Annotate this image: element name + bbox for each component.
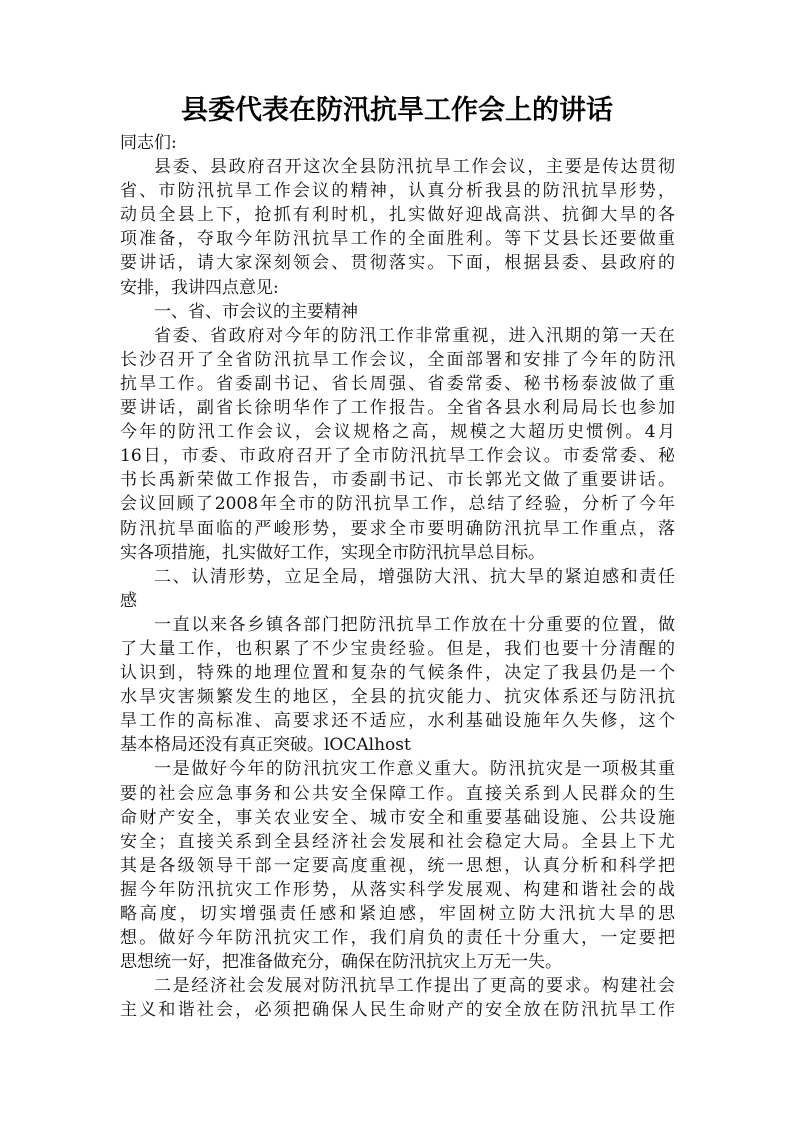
body-text-line: 防汛抗旱面临的严峻形势，要求全市要明确防汛抗旱工作重点，落: [120, 518, 675, 539]
body-text-line: 略高度，切实增强责任感和紧迫感，牢固树立防大汛抗大旱的思: [120, 904, 675, 924]
body-text-line: 基本格局还没有真正突破。lOCAlhost: [120, 735, 411, 756]
body-text-line: 主义和谐社会，必须把确保人民生命财产的安全放在防汛抗旱工作: [120, 1000, 675, 1021]
body-text-line: 长沙召开了全省防汛抗旱工作会议，全面部署和安排了今年的防汛: [120, 349, 675, 370]
body-text-line: 一、省、市会议的主要精神: [154, 301, 358, 322]
body-text-line: 安全；直接关系到全县经济社会发展和社会稳定大局。全县上下尤: [120, 831, 675, 852]
body-text-line: 一直以来各乡镇各部门把防汛抗旱工作放在十分重要的位置，做: [154, 614, 675, 635]
body-text-line: 想。做好今年防汛抗灾工作，我们肩负的责任十分重大，一定要把: [120, 928, 675, 949]
body-text-line: 二是经济社会发展对防汛抗旱工作提出了更高的要求。构建社会: [154, 976, 675, 997]
body-text-line: 握今年防汛抗灾工作形势，从落实科学发展观、构建和谐社会的战: [120, 879, 675, 900]
body-text-line: 今年的防汛工作会议，会议规格之高，规模之大超历史惯例。4月: [120, 422, 675, 443]
body-text-line: 16日，市委、市政府召开了全市防汛抗旱工作会议。市委常委、秘: [120, 446, 675, 467]
body-text-line: 思想统一好，把准备做充分，确保在防汛抗灾上万无一失。: [120, 952, 562, 973]
body-text-line: 要讲话，请大家深刻领会、贯彻落实。下面，根据县委、县政府的: [120, 253, 675, 274]
body-text-line: 书长禹新荣做工作报告，市委副书记、市长郭光文做了重要讲话。: [120, 470, 675, 491]
body-text-line: 要讲话，副省长徐明华作了工作报告。全省各县水利局局长也参加: [120, 398, 675, 419]
body-text-line: 安排，我讲四点意见:: [120, 277, 279, 298]
body-text-line: 抗旱工作。省委副书记、省长周强、省委常委、秘书杨泰波做了重: [120, 373, 675, 394]
body-text-line: 二、认清形势，立足全局，增强防大汛、抗大旱的紧迫感和责任: [154, 566, 675, 587]
body-text-line: 一是做好今年的防汛抗灾工作意义重大。防汛抗灾是一项极其重: [154, 759, 675, 780]
body-text-line: 动员全县上下，抢抓有利时机，扎实做好迎战高洪、抗御大旱的各: [120, 205, 675, 226]
body-text-line: 其是各级领导干部一定要高度重视，统一思想，认真分析和科学把: [120, 855, 675, 876]
body-text-line: 县委、县政府召开这次全县防汛抗旱工作会议，主要是传达贯彻: [154, 157, 675, 178]
document-title: 县委代表在防汛抗旱工作会上的讲话: [181, 95, 613, 126]
document-body: [120, 131, 675, 1022]
body-text-line: 项准备，夺取今年防汛抗旱工作的全面胜利。等下艾县长还要做重: [120, 229, 675, 250]
body-text-line: 旱工作的高标准、高要求还不适应，水利基础设施年久失修，这个: [120, 711, 675, 732]
body-text-line: 了大量工作，也积累了不少宝贵经验。但是，我们也要十分清醒的: [120, 638, 675, 659]
body-text-line: 认识到，特殊的地理位置和复杂的气候条件，决定了我县仍是一个: [120, 663, 675, 684]
body-text-line: 要的社会应急事务和公共安全保障工作。直接关系到人民群众的生: [120, 783, 675, 804]
body-text-line: 省委、省政府对今年的防汛工作非常重视，进入汛期的第一天在: [154, 325, 675, 346]
body-text-line: 命财产安全，事关农业安全、城市安全和重要基础设施、公共设施: [120, 807, 675, 828]
body-text-line: 省、市防汛抗旱工作会议的精神，认真分析我县的防汛抗旱形势，: [120, 181, 675, 202]
body-text-line: 实各项措施，扎实做好工作，实现全市防汛抗旱总目标。: [120, 542, 545, 563]
body-text-line: 会议回顾了2008年全市的防汛抗旱工作，总结了经验，分析了今年: [120, 494, 675, 515]
body-text-line: 水旱灾害频繁发生的地区，全县的抗灾能力、抗灾体系还与防汛抗: [120, 687, 675, 708]
body-text-line: 同志们:: [120, 133, 177, 153]
body-text-line: 感: [120, 590, 137, 611]
